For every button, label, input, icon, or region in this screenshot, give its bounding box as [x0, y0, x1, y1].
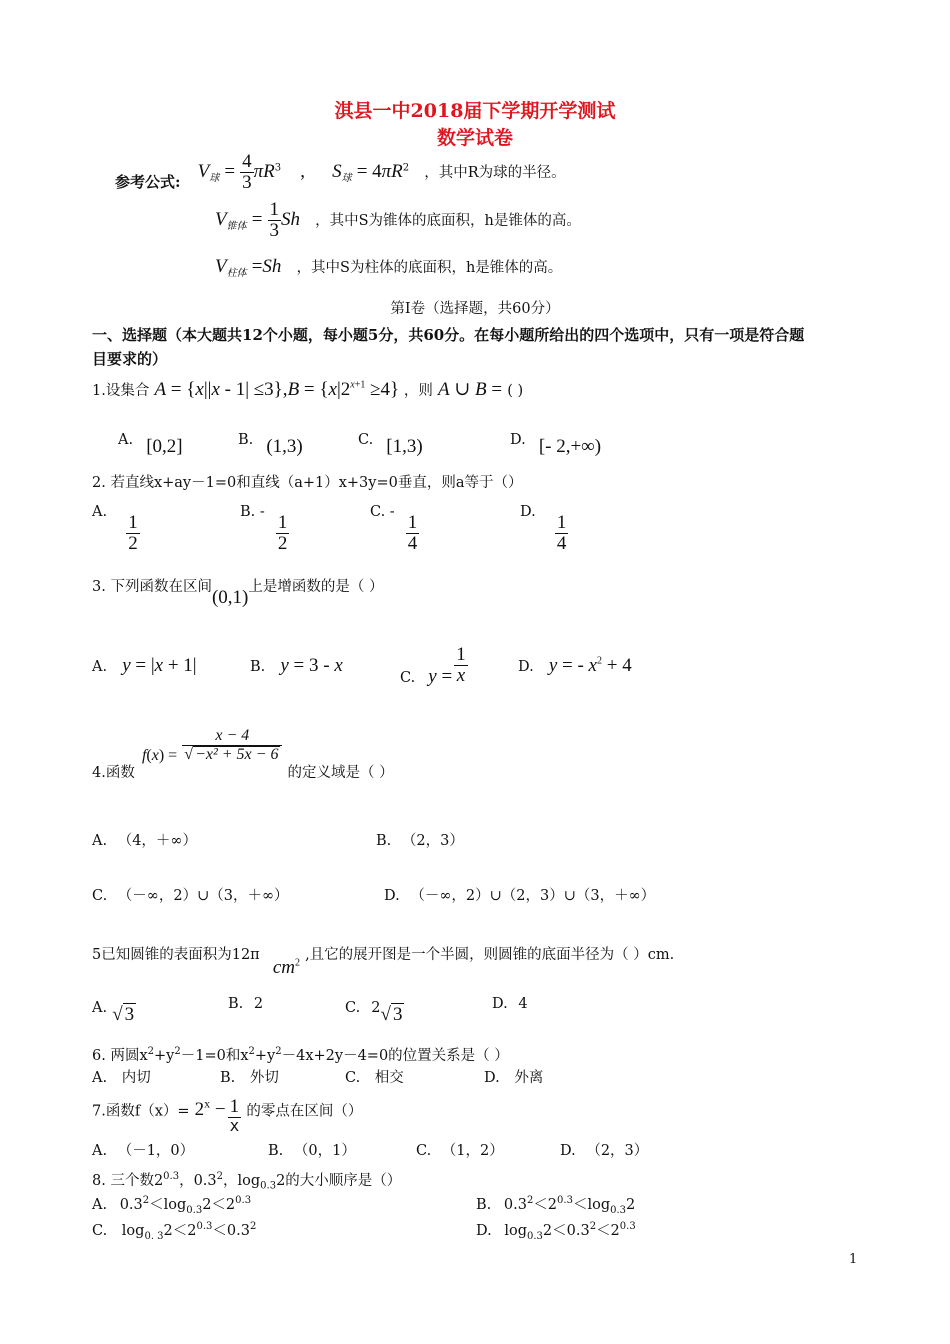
formula-row-sphere: 参考公式: $V_球$ = $\frac{4}{3}$ $\pi R^3$ , $S_球 = 4\pi R^2$ ，其中R为球的半径。: [115, 151, 566, 193]
q7-option-c-label: C.: [416, 1143, 432, 1159]
q1-set-expression: $A = \{x||x - 1| \le 3\},B = \{x|2^{x+1} \ge 4\}$: [154, 379, 404, 400]
q8-option-b[interactable]: [476, 1192, 635, 1220]
q6-option-c-value: 相交: [374, 1070, 404, 1086]
q8-option-a-value: $0.3^2<\log_{0.3}2<2^{0.3}$: [119, 1195, 252, 1216]
q4-option-d-label: D.: [384, 888, 400, 904]
q1-option-b[interactable]: [238, 428, 303, 457]
formula-row-prism: $V_{柱体} =Sh$ ，其中S为柱体的底面积，h是锥体的高。: [215, 256, 563, 280]
q2-option-d-label: D.: [520, 504, 536, 520]
q8-option-a-label: A.: [92, 1196, 108, 1213]
question-7: [92, 1097, 362, 1135]
q3-option-c-label: C.: [400, 669, 416, 686]
q1-option-d-label: D.: [510, 432, 526, 448]
volume-heading: 第I卷（选择题，共60分）: [390, 301, 560, 317]
q5-option-a[interactable]: [92, 995, 136, 1025]
q6-option-d-label: D.: [484, 1070, 500, 1086]
q6-option-c[interactable]: [345, 1069, 404, 1087]
q2-option-a-den: 2: [128, 532, 138, 554]
q4-option-b[interactable]: [376, 832, 464, 850]
q4-stem-a: 4.函数: [92, 765, 135, 781]
q5-unit: $cm^2$: [272, 957, 300, 978]
q8-option-b-label: B.: [476, 1196, 492, 1213]
q7-option-a[interactable]: [92, 1142, 194, 1160]
q7-option-c[interactable]: [416, 1142, 504, 1160]
question-1: [92, 378, 523, 401]
q1-option-a-label: A.: [118, 432, 134, 448]
q8-option-d-value: $\log_{0.3}2<0.3^2<2^{0.3}$: [504, 1221, 636, 1242]
q4-option-c-label: C.: [92, 888, 108, 904]
question-4: [92, 727, 394, 781]
q5-option-d-label: D.: [492, 996, 508, 1012]
section-heading-line2: 目要求的）: [92, 350, 168, 368]
q4-option-b-label: B.: [376, 833, 392, 849]
q5-stem-b: ,且它的展开图是一个半圆，则圆锥的底面半径为（ ）cm.: [305, 947, 675, 963]
q3-option-a[interactable]: [92, 655, 197, 677]
q6-option-a-label: A.: [92, 1070, 108, 1086]
q3-option-d-value: y = - $x^2 + 4$: [548, 655, 632, 676]
q4-stem-b: 的定义域是（ ）: [287, 765, 394, 781]
q5-option-d[interactable]: [492, 995, 528, 1013]
q8-option-c-label: C.: [92, 1222, 108, 1239]
q8-option-d[interactable]: [476, 1218, 636, 1246]
q3-option-d-label: D.: [518, 659, 534, 675]
q8-option-d-label: D.: [476, 1222, 492, 1239]
q6-option-b-value: 外切: [249, 1070, 279, 1086]
exam-subtitle: 数学试卷: [436, 127, 513, 149]
q8-option-a[interactable]: [92, 1192, 251, 1220]
sphere-area-formula: $S_球 = 4\pi R^2$: [332, 160, 410, 185]
question-5: [92, 943, 675, 978]
q6-option-a-value: 内切: [121, 1070, 151, 1086]
question-3: [92, 575, 384, 608]
q1-option-a[interactable]: [118, 428, 183, 457]
q3-option-a-label: A.: [92, 659, 108, 675]
section-heading-line1: 一、选择题（本大题共12个小题，每小题5分，共60分。在每小题所给出的四个选项中，只有一项是符合题: [92, 326, 805, 344]
prism-note: ，其中S为柱体的底面积，h是锥体的高。: [296, 260, 563, 276]
exam-title: 淇县一中2018届下学期开学测试: [334, 100, 616, 122]
q4-func-num: x − 4: [182, 728, 282, 746]
q3-option-c[interactable]: C. y = $\frac{1}{x}$: [400, 644, 466, 687]
q7-option-a-label: A.: [92, 1143, 108, 1159]
q3-stem-b: 上是增函数的是（ ）: [248, 579, 384, 595]
q5-stem-a: 5已知圆锥的表面积为12π: [92, 947, 260, 963]
q3-stem-a: 3. 下列函数在区间: [92, 579, 212, 595]
formula-row-cone: $V_{锥体}$ = $\frac{1}{3}$ Sh ，其中S为锥体的底面积，h是锥体的高。: [215, 199, 581, 241]
q8-option-c-value: $\log_{0. 3}2<2^{0.3}<0.3^2$: [121, 1221, 257, 1242]
q2-option-a[interactable]: [92, 503, 140, 554]
q2-option-c-num: 1: [407, 512, 418, 533]
q4-option-a-value: （4，＋∞）: [117, 833, 198, 849]
q5-option-c-value: √ 3: [380, 1004, 403, 1025]
q6-stem: 6. 两圆$x^2+y^2-1=0$和$x^2+y^2-4x+2y-4=0$的位置关系是（ ）: [92, 1046, 509, 1064]
q3-option-b-label: B.: [250, 659, 266, 675]
q1-option-b-label: B.: [238, 432, 254, 448]
q1-paren: ( ): [507, 383, 524, 399]
q2-option-b-num: 1: [277, 512, 288, 533]
q6-option-d-value: 外离: [514, 1070, 544, 1086]
q2-option-c-label: C. -: [370, 504, 395, 520]
q1-option-d[interactable]: [510, 428, 602, 457]
q4-option-b-value: （2，3）: [401, 833, 464, 849]
q1-option-a-value: [0,2]: [146, 436, 183, 457]
q7-expression: $2^x$ − $\frac{1}{x}$: [194, 1096, 240, 1135]
q2-option-c[interactable]: [370, 503, 419, 554]
q4-function: f(x) = $\frac{x - 4}{\text{√ −x² + 5x − 6}}$: [142, 728, 283, 764]
q4-option-c[interactable]: [92, 887, 289, 905]
q4-option-d[interactable]: [384, 887, 655, 905]
page-number: 1: [849, 1252, 858, 1267]
q3-interval: (0,1): [211, 587, 249, 608]
q5-option-b-label: B.: [228, 996, 244, 1012]
q7-stem-b: 的零点在区间（）: [246, 1103, 363, 1120]
q5-option-a-value: √ 3: [112, 1004, 135, 1025]
q6-option-b[interactable]: [220, 1069, 279, 1087]
q2-option-b[interactable]: [240, 503, 289, 554]
q3-option-b[interactable]: [250, 655, 343, 677]
q7-option-b[interactable]: [268, 1142, 356, 1160]
q1-option-b-value: (1,3): [266, 436, 303, 457]
q4-func-den: −x² + 5x − 6: [195, 745, 279, 763]
formula-label: 参考公式:: [115, 172, 181, 191]
q7-option-d-value: （2，3）: [586, 1143, 649, 1159]
cone-note: ，其中S为锥体的底面积，h是锥体的高。: [315, 212, 581, 229]
q8-option-c[interactable]: [92, 1218, 256, 1246]
q5-option-a-label: A.: [92, 1000, 108, 1016]
q1-option-c-label: C.: [358, 432, 374, 448]
q2-option-d-num: 1: [556, 512, 567, 533]
q1-option-c[interactable]: [358, 428, 423, 457]
q2-option-a-num: 1: [128, 512, 138, 533]
q5-option-c-label: C.: [345, 1000, 361, 1016]
q6-option-d[interactable]: [484, 1069, 543, 1087]
q8-stem: 8. 三个数$2^{0.3}$，$0.3^2$，$\log_{0.3}2$的大小顺序是（）: [92, 1171, 402, 1192]
q5-option-c[interactable]: C. 2√ 3: [345, 1000, 403, 1025]
q3-option-a-value: y = |x + 1|: [122, 655, 197, 676]
q3-option-b-value: y = 3 - x: [280, 655, 343, 676]
q5-option-d-value: 4: [518, 996, 528, 1012]
q7-option-b-value: （0，1）: [293, 1143, 356, 1159]
q7-option-a-value: （－1，0）: [117, 1143, 195, 1159]
q6-option-c-label: C.: [345, 1070, 361, 1086]
q7-option-b-label: B.: [268, 1143, 284, 1159]
q7-stem-a: 7.函数f（x）=: [92, 1103, 190, 1120]
q1-ask: ，则: [403, 383, 433, 399]
q7-option-c-value: （1，2）: [441, 1143, 504, 1159]
sphere-note: ，其中R为球的半径。: [424, 164, 566, 181]
q2-option-d[interactable]: [520, 503, 568, 554]
q4-option-c-value: （－∞，2）∪（3，＋∞）: [117, 888, 289, 904]
q6-option-b-label: B.: [220, 1070, 236, 1086]
q2-option-d-den: 4: [556, 532, 567, 554]
q2-option-b-label: B. -: [240, 504, 265, 520]
q1-union: A ∪ B =: [438, 379, 503, 400]
q7-option-d[interactable]: [560, 1142, 648, 1160]
q8-option-b-value: $0.3^2<2^{0.3}<\log_{0.3}2$: [503, 1195, 636, 1216]
q5-option-b-value: 2: [253, 996, 264, 1012]
q1-option-d-value: [- 2,+∞): [538, 436, 602, 457]
sphere-volume-formula: $V_球$ = $\frac{4}{3}$ $\pi R^3$: [197, 151, 282, 193]
q6-option-a[interactable]: [92, 1069, 151, 1087]
q7-option-d-label: D.: [560, 1143, 576, 1159]
q2-option-a-label: A.: [92, 504, 108, 520]
q3-option-c-value: y =: [428, 665, 453, 687]
q2-option-c-den: 4: [407, 532, 418, 554]
q3-option-d[interactable]: [518, 655, 632, 677]
q2-stem: 2. 若直线x+ay－1=0和直线（a+1）x+3y=0垂直，则a等于（）: [92, 475, 523, 491]
q2-option-b-den: 2: [277, 532, 288, 554]
q4-option-a[interactable]: [92, 832, 197, 850]
q1-option-c-value: [1,3): [386, 436, 423, 457]
q4-option-d-value: （－∞，2）∪（2，3）∪（3，＋∞）: [410, 888, 656, 904]
q5-option-b[interactable]: [228, 995, 263, 1013]
q1-stem: 1.设集合: [92, 383, 150, 399]
q4-option-a-label: A.: [92, 833, 108, 849]
